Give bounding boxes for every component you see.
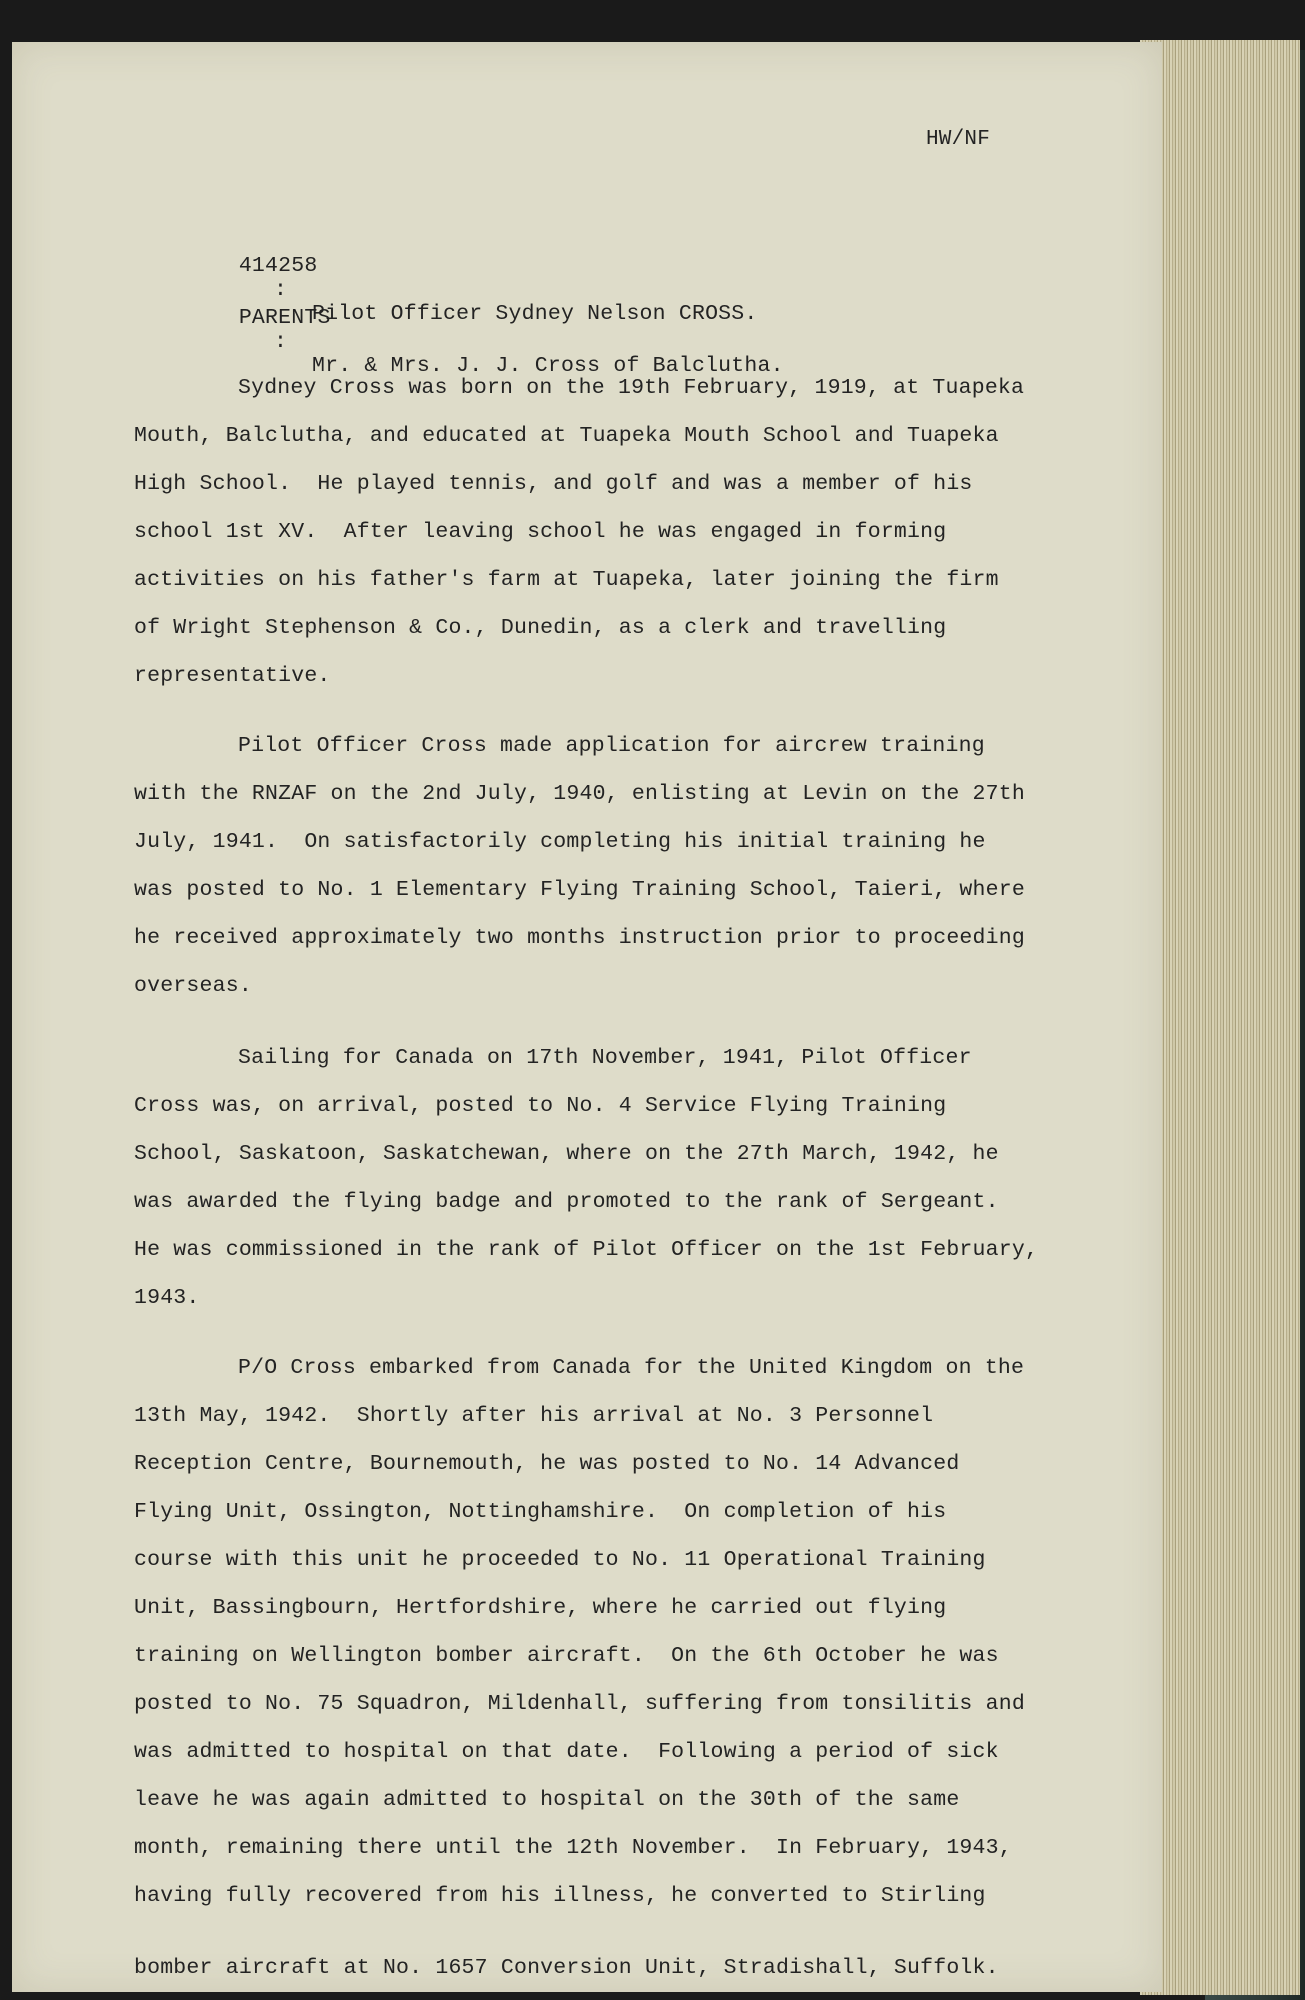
reference-code: HW/NF: [926, 128, 991, 151]
body-line: he received approximately two months instruction prior to proceeding: [134, 926, 1025, 950]
body-line: was admitted to hospital on that date. Following a period of sick: [134, 1740, 999, 1764]
body-line: High School. He played tennis, and golf and was a member of his: [134, 472, 973, 496]
page-edges: [1140, 40, 1300, 1995]
body-line: Mouth, Balclutha, and educated at Tuapeka Mouth School and Tuapeka: [134, 424, 999, 448]
body-line: school 1st XV. After leaving school he was engaged in forming: [134, 520, 947, 544]
body-line: was posted to No. 1 Elementary Flying Training School, Taieri, where: [134, 878, 1025, 902]
service-number: 414258: [238, 254, 318, 278]
body-line: leave he was again admitted to hospital on the 30th of the same: [134, 1788, 960, 1812]
body-line: Sydney Cross was born on the 19th February, 1919, at Tuapeka: [238, 376, 1025, 400]
body-line: month, remaining there until the 12th November. In February, 1943,: [134, 1836, 1012, 1860]
body-line: He was commissioned in the rank of Pilot Officer on the 1st February,: [134, 1238, 1039, 1262]
body-line: having fully recovered from his illness, he converted to Stirling: [134, 1884, 986, 1908]
body-line: Cross was, on arrival, posted to No. 4 Service Flying Training: [134, 1094, 947, 1118]
body-line: was awarded the flying badge and promoted to the rank of Sergeant.: [134, 1190, 999, 1214]
field-separator: :: [274, 278, 288, 302]
body-line: bomber aircraft at No. 1657 Conversion Unit, Stradishall, Suffolk.: [134, 1956, 999, 1980]
body-line: posted to No. 75 Squadron, Mildenhall, suffering from tonsilitis and: [134, 1692, 1025, 1716]
body-line: with the RNZAF on the 2nd July, 1940, enlisting at Levin on the 27th: [134, 782, 1025, 806]
body-line: training on Wellington bomber aircraft. On the 6th October he was: [134, 1644, 999, 1668]
body-line: Flying Unit, Ossington, Nottinghamshire. On completion of his: [134, 1500, 947, 1524]
body-line: course with this unit he proceeded to No. 11 Operational Training: [134, 1548, 986, 1572]
body-line: Unit, Bassingbourn, Hertfordshire, where he carried out flying: [134, 1596, 947, 1620]
body-line: Reception Centre, Bournemouth, he was posted to No. 14 Advanced: [134, 1452, 960, 1476]
parents-label: PARENTS: [238, 306, 331, 330]
body-line: July, 1941. On satisfactorily completing his initial training he: [134, 830, 986, 854]
body-line: activities on his father's farm at Tuapeka, later joining the firm: [134, 568, 999, 592]
body-line: of Wright Stephenson & Co., Dunedin, as a clerk and travelling: [134, 616, 947, 640]
document-page: [12, 42, 1162, 1992]
officer-name: Pilot Officer Sydney Nelson CROSS.: [312, 302, 758, 326]
body-line: overseas.: [134, 974, 252, 998]
body-line: P/O Cross embarked from Canada for the United Kingdom on the: [238, 1356, 1025, 1380]
field-separator: :: [274, 330, 288, 354]
body-line: Pilot Officer Cross made application for aircrew training: [238, 734, 985, 758]
body-line: 1943.: [134, 1286, 200, 1310]
body-line: Sailing for Canada on 17th November, 1941, Pilot Officer: [238, 1046, 972, 1070]
body-line: 13th May, 1942. Shortly after his arrival at No. 3 Personnel: [134, 1404, 934, 1428]
body-line: School, Saskatoon, Saskatchewan, where on the 27th March, 1942, he: [134, 1142, 999, 1166]
body-line: representative.: [134, 664, 331, 688]
parents-value: Mr. & Mrs. J. J. Cross of Balclutha.: [312, 354, 784, 378]
